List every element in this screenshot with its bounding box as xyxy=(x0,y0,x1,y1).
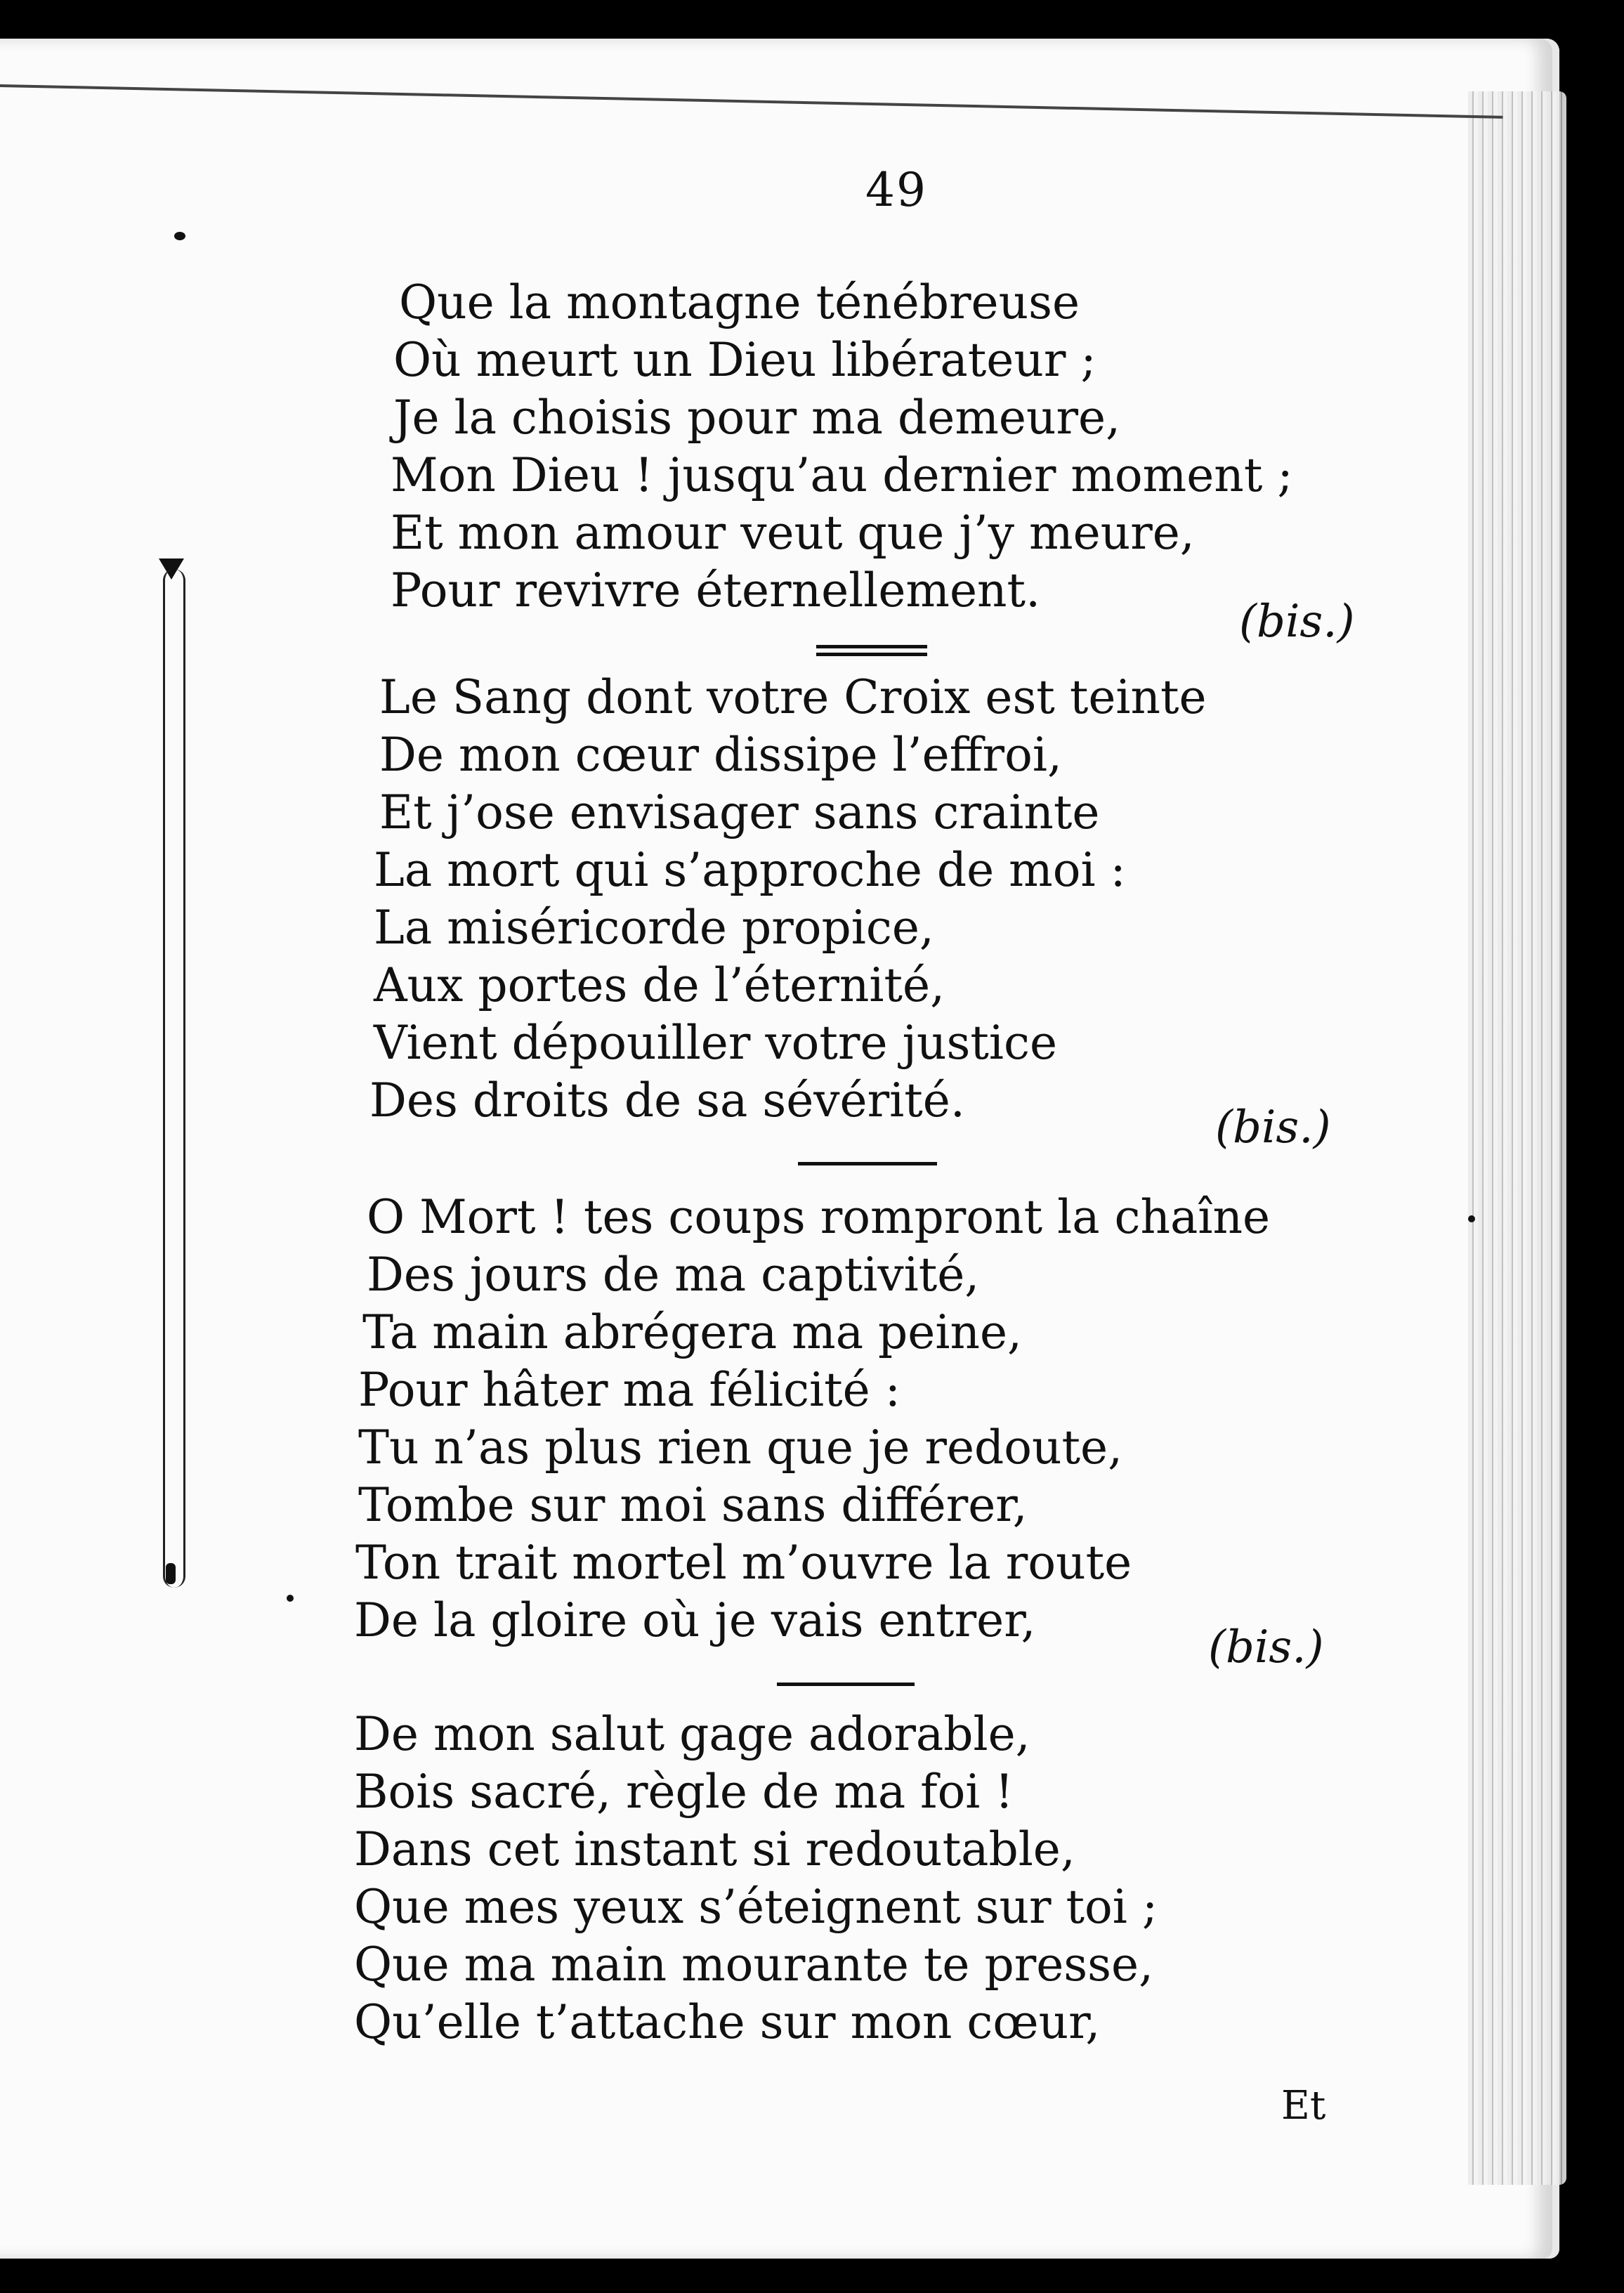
verse-line: Bois sacré, règle de ma foi ! xyxy=(354,1765,1014,1819)
verse-line: Vient dépouiller votre justice xyxy=(374,1016,1058,1070)
catchword: Et xyxy=(1281,2083,1326,2129)
verse-line: Et mon amour veut que j’y meure, xyxy=(391,506,1195,560)
stanza-divider xyxy=(816,645,927,656)
verse-line: De mon cœur dissipe l’effroi, xyxy=(379,728,1062,782)
verse-line: Aux portes de l’éternité, xyxy=(374,958,945,1012)
verse-line: Pour hâter ma félicité : xyxy=(358,1363,901,1417)
verse-line: Tombe sur moi sans différer, xyxy=(358,1478,1028,1532)
verse-line: La miséricorde propice, xyxy=(374,901,934,955)
verse-line: Pour revivre éternellement. xyxy=(391,563,1041,618)
stanza-divider xyxy=(798,1162,937,1165)
verse-line: Des droits de sa sévérité. xyxy=(369,1073,965,1128)
verse-line: Des jours de ma captivité, xyxy=(367,1248,980,1302)
verse-line: Ton trait mortel m’ouvre la route xyxy=(355,1536,1132,1590)
verse-line: Que la montagne ténébreuse xyxy=(399,275,1080,329)
verse-line: Qu’elle t’attache sur mon cœur, xyxy=(354,1995,1101,2049)
verse-line: La mort qui s’approche de moi : xyxy=(374,843,1126,897)
page-number: 49 xyxy=(865,163,927,217)
verse-line: Dans cet instant si redoutable, xyxy=(354,1822,1075,1876)
verse-line: De la gloire où je vais entrer, xyxy=(354,1593,1036,1647)
verse-line: Je la choisis pour ma demeure, xyxy=(393,391,1121,445)
verse-line: Que mes yeux s’éteignent sur toi ; xyxy=(354,1880,1158,1934)
stanza-divider xyxy=(777,1683,915,1686)
verse-line: O Mort ! tes coups rompront la chaîne xyxy=(367,1190,1271,1244)
refrain-mark: (bis.) xyxy=(1215,1102,1331,1154)
verse-line: Où meurt un Dieu libérateur ; xyxy=(393,333,1096,387)
verse-line: Tu n’as plus rien que je redoute, xyxy=(358,1420,1123,1475)
verse-line: De mon salut gage adorable, xyxy=(354,1707,1030,1761)
refrain-mark: (bis.) xyxy=(1239,596,1355,648)
verse-line: Et j’ose envisager sans crainte xyxy=(379,785,1100,840)
verse-line: Ta main abrégera ma peine, xyxy=(362,1305,1023,1359)
refrain-mark: (bis.) xyxy=(1208,1621,1324,1673)
verse-line: Le Sang dont votre Croix est teinte xyxy=(379,670,1207,724)
verse-line: Mon Dieu ! jusqu’au dernier moment ; xyxy=(391,448,1293,502)
verse-line: Que ma main mourante te presse, xyxy=(354,1938,1154,1992)
